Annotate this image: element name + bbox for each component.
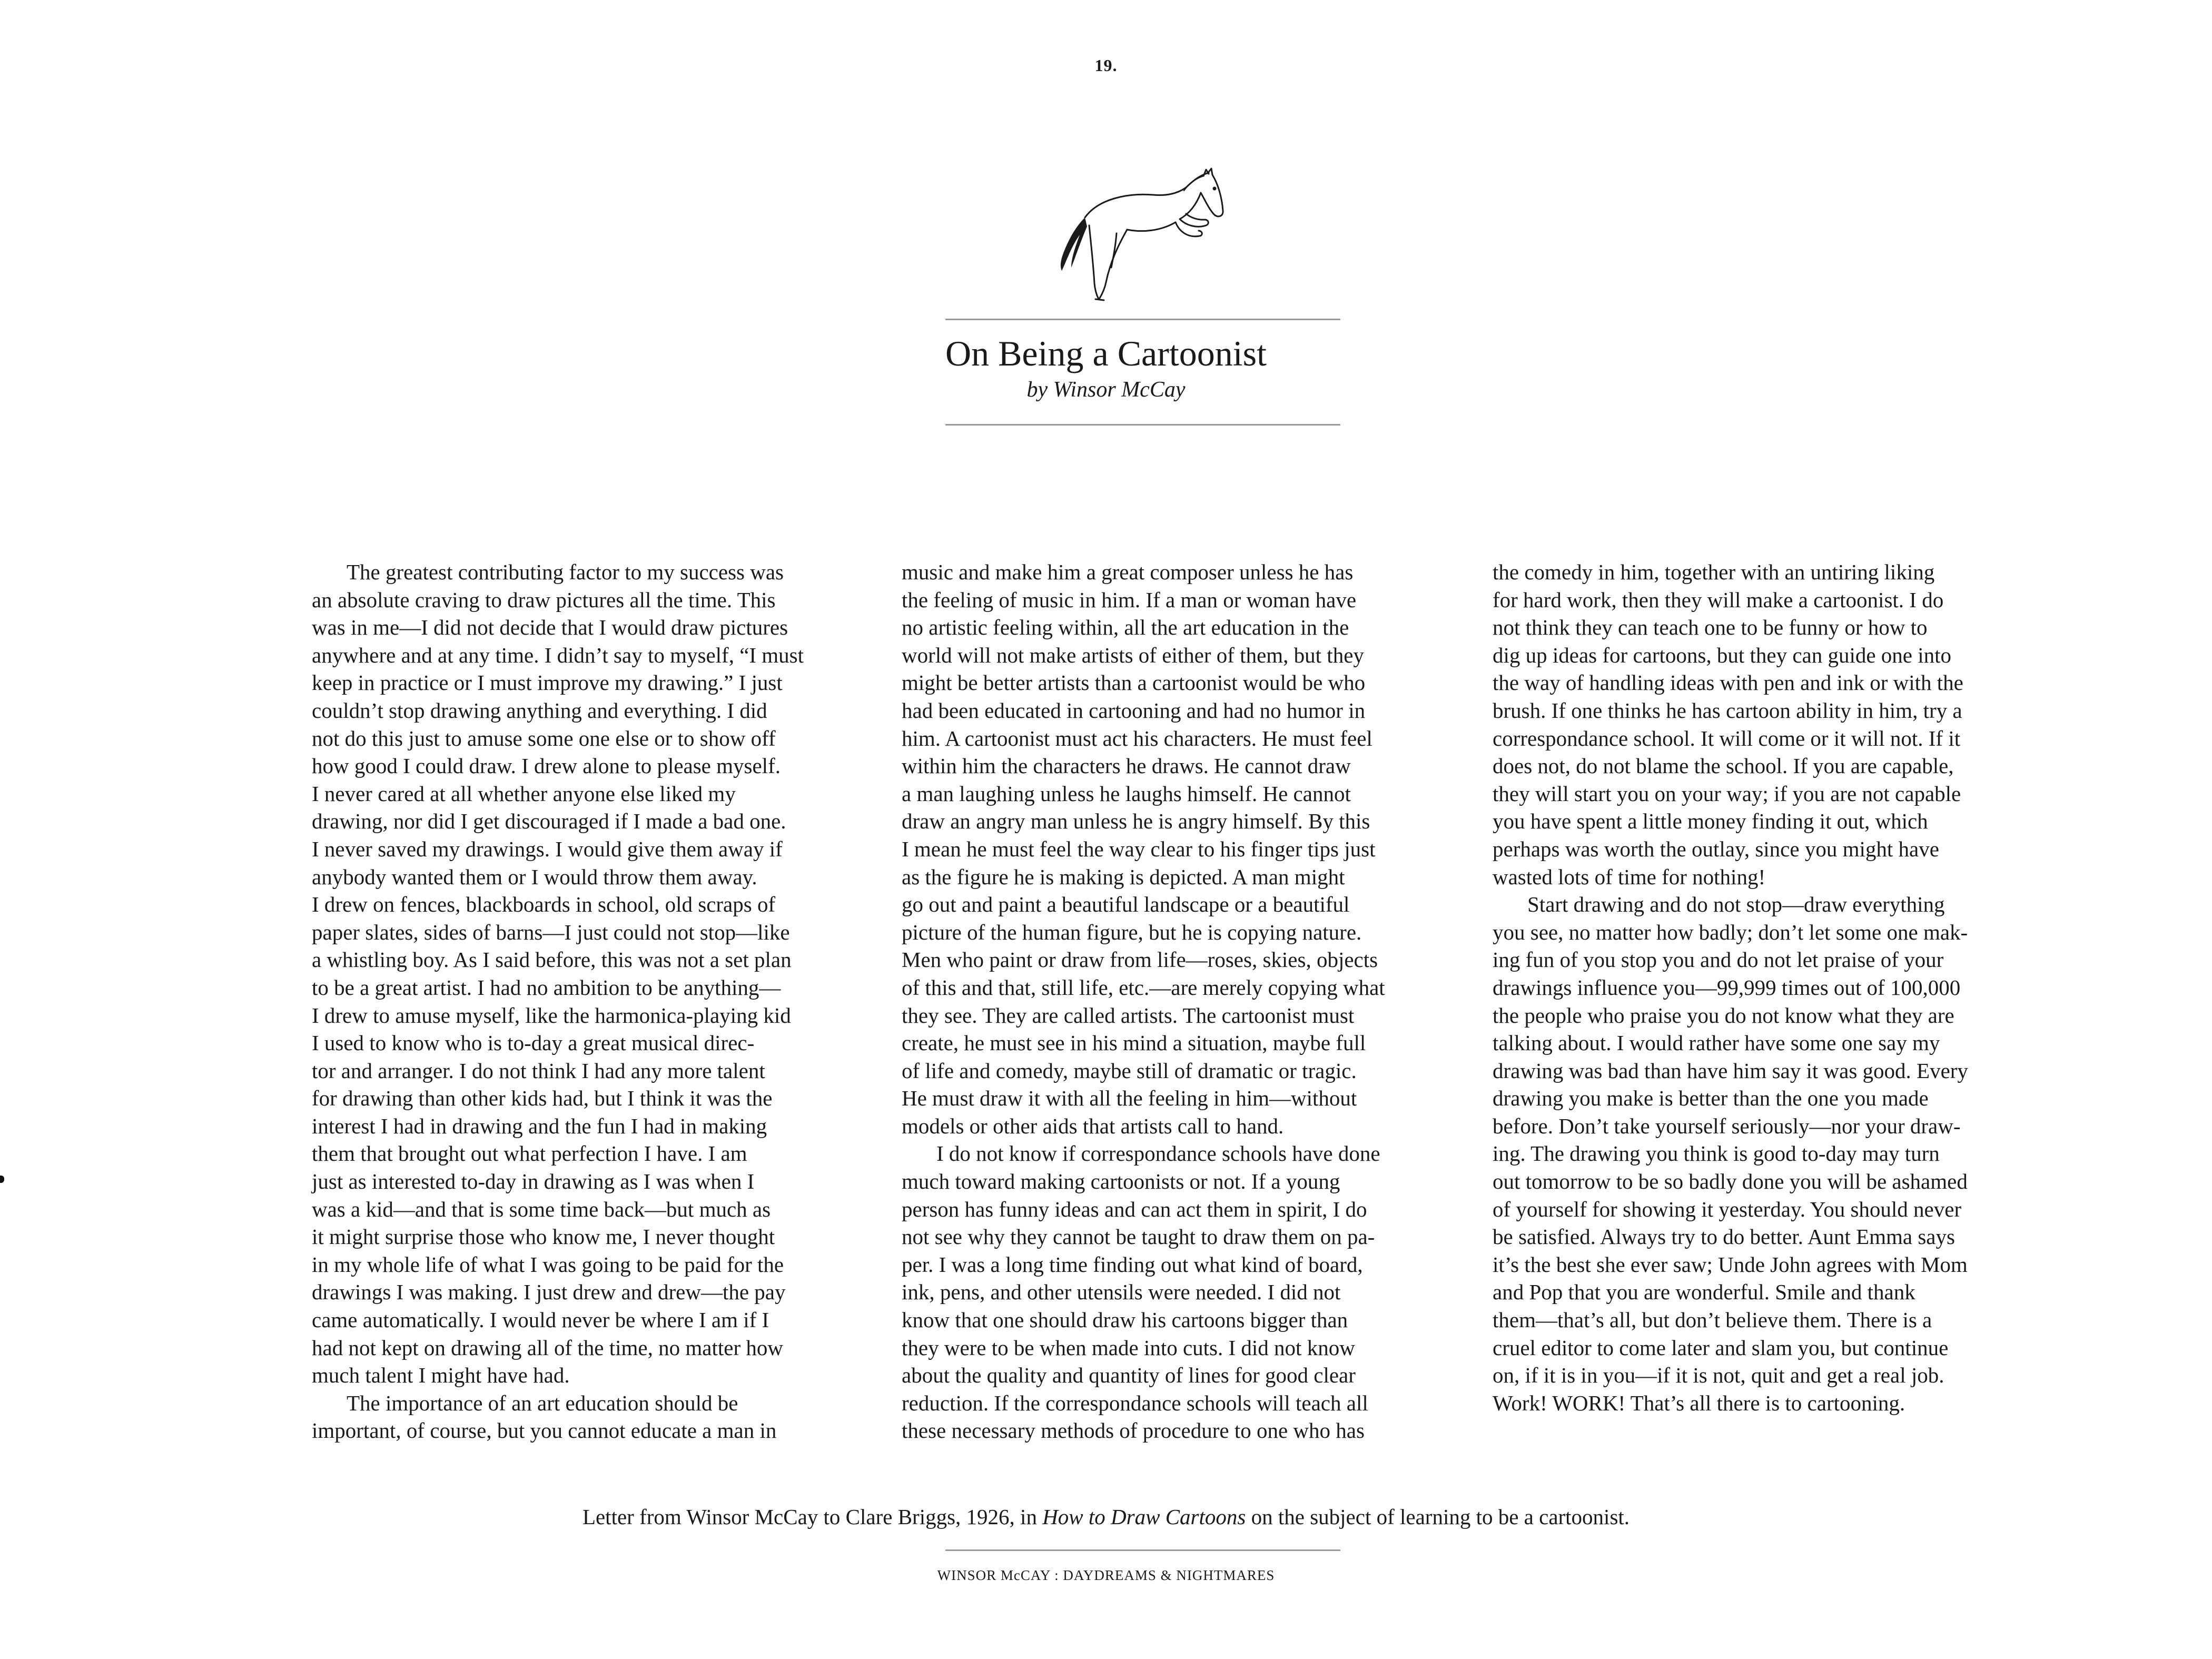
page-number: 19. [1094,56,1118,75]
text-line: important, of course, but you cannot educate a man in [312,1418,777,1443]
text-line: out tomorrow to be so badly done you will be ashamed [1493,1169,1968,1194]
text-line: before. Don’t take yourself seriously—nor your draw- [1493,1113,1961,1138]
text-line: brush. If one thinks he has cartoon ability in him, try a [1493,698,1962,723]
text-line: picture of the human figure, but he is copying nature. [902,920,1362,944]
text-column-3 [1493,558,2019,1417]
text-line: they were to be when made into cuts. I did not know [902,1335,1355,1360]
text-line: drawing was bad than have him say it was good. Every [1493,1058,1968,1083]
text-line: wasted lots of time for nothing! [1493,864,1766,889]
text-line: it’s the best she ever saw; Unde John agrees with Mom [1493,1252,1968,1277]
text-line: go out and paint a beautiful landscape or a beautiful [902,892,1350,917]
text-line: in my whole life of what I was going to be paid for the [312,1252,784,1277]
text-line: for hard work, then they will make a cartoonist. I do [1493,587,1944,612]
text-line: correspondance school. It will come or it will not. If it [1493,726,1961,750]
paragraph [902,1140,1428,1445]
text-line: keep in practice or I must improve my drawing.” I just [312,670,783,695]
text-line: had not kept on drawing all of the time, no matter how [312,1335,783,1360]
text-line: not see why they cannot be taught to draw them on pa- [902,1224,1375,1249]
text-line: the way of handling ideas with pen and ink or with the [1493,670,1963,695]
text-line: was a kid—and that is some time back—but much as [312,1197,771,1221]
caption-text-after: on the subject of learning to be a cartoonist. [1246,1505,1630,1529]
text-line: a man laughing unless he laughs himself. He cannot [902,781,1351,806]
text-line: drawing you make is better than the one you made [1493,1086,1929,1111]
text-line: drawing, nor did I get discouraged if I made a bad one. [312,809,786,834]
text-line: The greatest contributing factor to my success was [347,560,784,584]
paragraph [312,1389,838,1445]
text-line: Work! WORK! That’s all there is to cartooning. [1493,1390,1905,1415]
text-line: world will not make artists of either of them, but they [902,643,1364,667]
text-line: not do this just to amuse some one else or to show off [312,726,776,750]
text-line: The importance of an art education should be [347,1390,738,1415]
text-line: reduction. If the correspondance schools will teach all [902,1390,1368,1415]
title-bottom-rule [945,424,1340,426]
text-line: just as interested to-day in drawing as I was when I [312,1169,755,1194]
text-line: ing. The drawing you think is good to-day may turn [1493,1141,1940,1166]
text-line: per. I was a long time finding out what kind of board, [902,1252,1363,1277]
text-line: anywhere and at any time. I didn’t say to myself, “I must [312,643,804,667]
text-line: you see, no matter how badly; don’t let some one mak- [1493,920,1968,944]
text-line: them—that’s all, but don’t believe them. There is a [1493,1308,1932,1332]
text-line: these necessary methods of procedure to one who has [902,1418,1365,1443]
text-line: of yourself for showing it yesterday. You should never [1493,1197,1962,1221]
text-line: Men who paint or draw from life—roses, skies, objects [902,947,1378,972]
text-line: was in me—I did not decide that I would draw pictures [312,615,788,640]
text-line: He must draw it with all the feeling in him—without [902,1086,1357,1111]
text-line: I do not know if correspondance schools have done [936,1141,1380,1166]
text-line: Start drawing and do not stop—draw everything [1527,892,1945,917]
text-line: they will start you on your way; if you are not capable [1493,781,1961,806]
text-line: to be a great artist. I had no ambition to be anything— [312,975,781,1000]
text-line: the comedy in him, together with an untiring liking [1493,560,1935,584]
text-line: ink, pens, and other utensils were needed. I did not [902,1280,1341,1305]
text-line: within him the characters he draws. He cannot draw [902,754,1351,778]
text-line: no artistic feeling within, all the art education in the [902,615,1349,640]
text-line: talking about. I would rather have some one say my [1493,1031,1940,1055]
text-line: interest I had in drawing and the fun I had in making [312,1113,767,1138]
text-line: I never saved my drawings. I would give them away if [312,836,783,861]
text-line: how good I could draw. I drew alone to please myself. [312,754,781,778]
text-line: the feeling of music in him. If a man or woman have [902,587,1357,612]
text-line: drawings influence you—99,999 times out of 100,000 [1493,975,1961,1000]
footer-rule [945,1549,1340,1551]
text-line: anybody wanted them or I would throw them away. [312,864,757,889]
text-line: I drew to amuse myself, like the harmonica-playing kid [312,1003,791,1028]
text-line: might be better artists than a cartoonist would be who [902,670,1366,695]
text-line: an absolute craving to draw pictures all the time. This [312,587,776,612]
text-line: dig up ideas for cartoons, but they can guide one into [1493,643,1952,667]
text-line: the people who praise you do not know what they are [1493,1003,1954,1028]
text-line: had been educated in cartooning and had no humor in [902,698,1366,723]
text-line: models or other aids that artists call to hand. [902,1113,1284,1138]
text-line: be satisfied. Always try to do better. Aunt Emma says [1493,1224,1955,1249]
paragraph [1493,558,2019,891]
caption-text-before: Letter from Winsor McCay to Clare Briggs, 1926, in [582,1505,1043,1529]
text-line: them that brought out what perfection I have. I am [312,1141,747,1166]
caption-book-title: How to Draw Cartoons [1042,1505,1246,1529]
text-line: came automatically. I would never be where I am if I [312,1308,769,1332]
text-line: much toward making cartoonists or not. If a young [902,1169,1340,1194]
text-line: about the quality and quantity of lines for good clear [902,1363,1356,1388]
running-footer: WINSOR McCAY : DAYDREAMS & NIGHTMARES [937,1567,1275,1583]
margin-mark [0,1176,4,1183]
text-line: cruel editor to come later and slam you, but continue [1493,1335,1949,1360]
text-line: person has funny ideas and can act them in spirit, I do [902,1197,1367,1221]
text-line: as the figure he is making is depicted. A man might [902,864,1345,889]
text-column-2 [902,558,1428,1445]
text-line: a whistling boy. As I said before, this was not a set plan [312,947,792,972]
text-line: drawings I was making. I just drew and drew—the pay [312,1280,786,1305]
text-line: of life and comedy, maybe still of dramatic or tragic. [902,1058,1357,1083]
paragraph [902,558,1428,1140]
text-line: not think they can teach one to be funny or how to [1493,615,1928,640]
text-line: him. A cartoonist must act his characters. He must feel [902,726,1372,750]
text-line: you have spent a little money finding it out, which [1493,809,1928,834]
text-line: and Pop that you are wonderful. Smile and thank [1493,1280,1915,1305]
text-line: ing fun of you stop you and do not let praise of your [1493,947,1944,972]
title-top-rule [945,319,1340,320]
paragraph [1493,891,2019,1417]
horse-icon [1048,167,1227,304]
text-line: couldn’t stop drawing anything and everything. I did [312,698,767,723]
page-title: On Being a Cartoonist [945,333,1267,373]
text-line: I mean he must feel the way clear to his finger tips just [902,836,1376,861]
text-line: for drawing than other kids had, but I think it was the [312,1086,773,1111]
text-line: I drew on fences, blackboards in school, old scraps of [312,892,776,917]
text-line: of this and that, still life, etc.—are merely copying what [902,975,1385,1000]
text-line: much talent I might have had. [312,1363,570,1388]
text-line: does not, do not blame the school. If you are capable, [1493,754,1954,778]
text-line: paper slates, sides of barns—I just could not stop—like [312,920,790,944]
text-line: tor and arranger. I do not think I had any more talent [312,1058,765,1083]
text-line: on, if it is in you—if it is not, quit and get a real job. [1493,1363,1944,1388]
paragraph [312,558,838,1389]
text-line: perhaps was worth the outlay, since you might have [1493,836,1939,861]
caption [0,1504,2212,1529]
text-line: I never cared at all whether anyone else liked my [312,781,736,806]
text-line: create, he must see in his mind a situation, maybe full [902,1031,1366,1055]
text-line: they see. They are called artists. The cartoonist must [902,1003,1355,1028]
text-line: it might surprise those who know me, I never thought [312,1224,775,1249]
text-column-1 [312,558,838,1445]
text-line: know that one should draw his cartoons bigger than [902,1308,1348,1332]
text-line: music and make him a great composer unless he has [902,560,1354,584]
text-line: I used to know who is to-day a great musical direc- [312,1031,755,1055]
text-line: draw an angry man unless he is angry himself. By this [902,809,1370,834]
byline: by Winsor McCay [1026,378,1186,402]
